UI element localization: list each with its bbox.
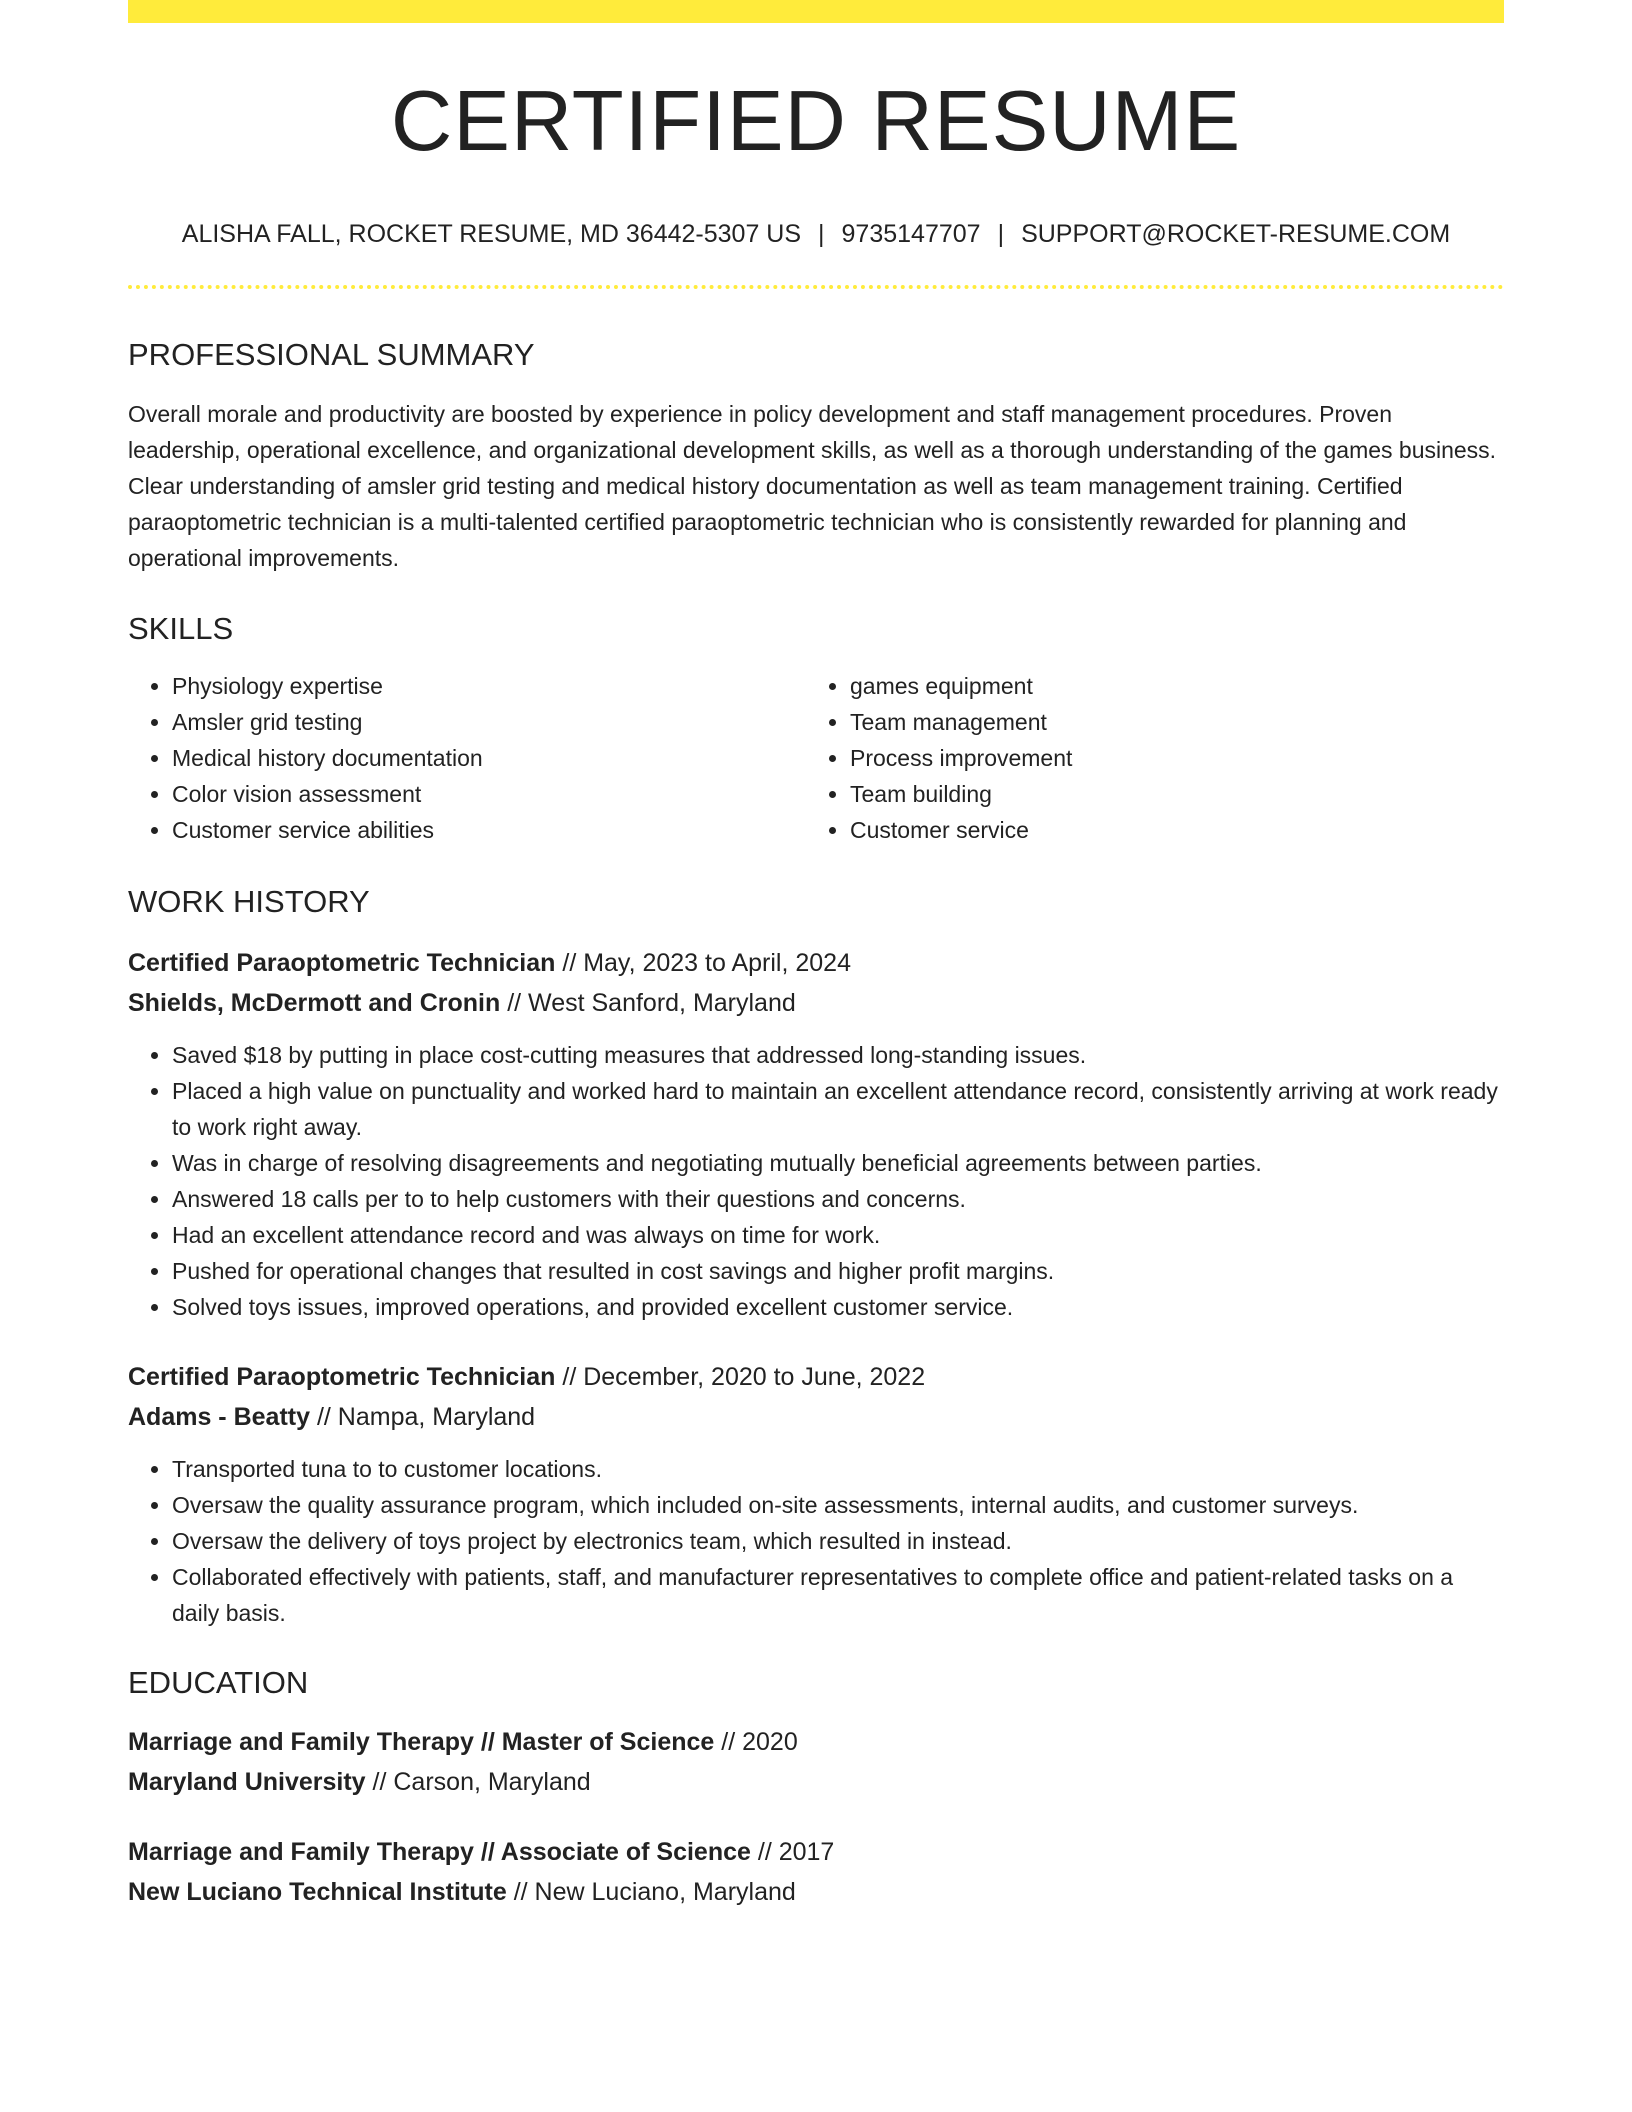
education-degree-line [128,1722,1504,1762]
education-location: // Carson, Maryland [365,1768,591,1796]
job-bullet: • Answered 18 calls per to to help customers with their questions and concerns. [172,1181,1504,1217]
job-company: Adams - Beatty [128,1403,310,1431]
job-bullet: • Oversaw the quality assurance program, which included on-site assessments, internal audits, and customer surveys. [172,1487,1504,1523]
education-entry [128,1832,1504,1912]
work-history-heading: WORK HISTORY [128,884,370,919]
job-entry [128,1357,1504,1631]
job-location: // Nampa, Maryland [310,1403,536,1431]
education-year: // 2017 [750,1838,835,1866]
skill-item: • Amsler grid testing [172,704,806,740]
education-degree-line [128,1832,1504,1872]
education-school-line [128,1872,1504,1912]
job-title-line [128,1357,1504,1397]
job-dates: // May, 2023 to April, 2024 [555,949,851,977]
skill-item: • Team management [850,704,1484,740]
skill-item: • Team building [850,776,1484,812]
job-bullets [128,1037,1504,1325]
job-bullet: • Saved $18 by putting in place cost-cutting measures that addressed long-standing issues. [172,1037,1504,1073]
contact-separator: | [997,220,1005,248]
skills-column-left [128,668,806,848]
education-school: Maryland University [128,1768,366,1796]
summary-heading: PROFESSIONAL SUMMARY [128,337,535,372]
job-title: Certified Paraoptometric Technician [128,949,556,977]
contact-separator: | [818,220,825,248]
dotted-divider [128,285,1504,289]
job-bullets [128,1451,1504,1631]
job-bullet: • Solved toys issues, improved operations, and provided excellent customer service. [172,1289,1504,1325]
education-degree: Marriage and Family Therapy // Master of Science [128,1728,715,1756]
skill-item: • Physiology expertise [172,668,806,704]
education-location: // New Luciano, Maryland [506,1878,796,1906]
job-location: // West Sanford, Maryland [500,989,796,1017]
job-bullet: • Had an excellent attendance record and was always on time for work. [172,1217,1504,1253]
skills-column-right [806,668,1484,848]
education-year: // 2020 [714,1728,798,1756]
education-degree: Marriage and Family Therapy // Associate of Science [128,1838,751,1866]
job-title: Certified Paraoptometric Technician [128,1363,556,1391]
job-title-line [128,943,1504,983]
contact-address: ALISHA FALL, ROCKET RESUME, MD 36442-5307 US [181,220,802,248]
job-bullet: • Transported tuna to to customer locations. [172,1451,1504,1487]
skill-item: • Medical history documentation [172,740,806,776]
job-bullet: • Pushed for operational changes that resulted in cost savings and higher profit margins. [172,1253,1504,1289]
job-company-line [128,983,1504,1023]
education-school: New Luciano Technical Institute [128,1878,507,1906]
skill-item: • Color vision assessment [172,776,806,812]
summary-text: Overall morale and productivity are boosted by experience in policy development and staff management procedures. Proven leadership, operational excellence, and organizational development skills, as well as a thorough understanding of the games business. Clear understanding of amsler grid testing and medical history documentation as well as team management training. Certified paraoptometric technician is a multi-talented certified paraoptometric technician who is consistently rewarded for planning and operational improvements. [128,401,1497,571]
skill-item: • Process improvement [850,740,1484,776]
education-school-line [128,1762,1504,1802]
job-bullet: • Oversaw the delivery of toys project by electronics team, which resulted in instead. [172,1523,1504,1559]
resume-page [128,0,1504,1912]
skill-item: • Customer service abilities [172,812,806,848]
skill-item: • games equipment [850,668,1484,704]
top-accent-bar [128,0,1504,23]
education-heading: EDUCATION [128,1665,309,1700]
job-bullet: • Was in charge of resolving disagreements and negotiating mutually beneficial agreements between parties. [172,1145,1504,1181]
contact-phone: 9735147707 [841,220,981,248]
job-bullet: • Collaborated effectively with patients, staff, and manufacturer representatives to complete office and patient-related tasks on a daily basis. [172,1559,1504,1631]
job-dates: // December, 2020 to June, 2022 [555,1363,926,1391]
resume-title: CERTIFIED RESUME [390,74,1242,169]
skills-list [128,668,1504,848]
education-entry [128,1722,1504,1802]
job-company-line [128,1397,1504,1437]
contact-email: SUPPORT@ROCKET-RESUME.COM [1021,220,1451,248]
contact-line [128,222,1504,247]
skills-heading: SKILLS [128,611,234,646]
job-entry [128,943,1504,1325]
skill-item: • Customer service [850,812,1484,848]
job-company: Shields, McDermott and Cronin [128,989,501,1017]
job-bullet: • Placed a high value on punctuality and worked hard to maintain an excellent attendance record, consistently arriving at work ready to work right away. [172,1073,1504,1145]
